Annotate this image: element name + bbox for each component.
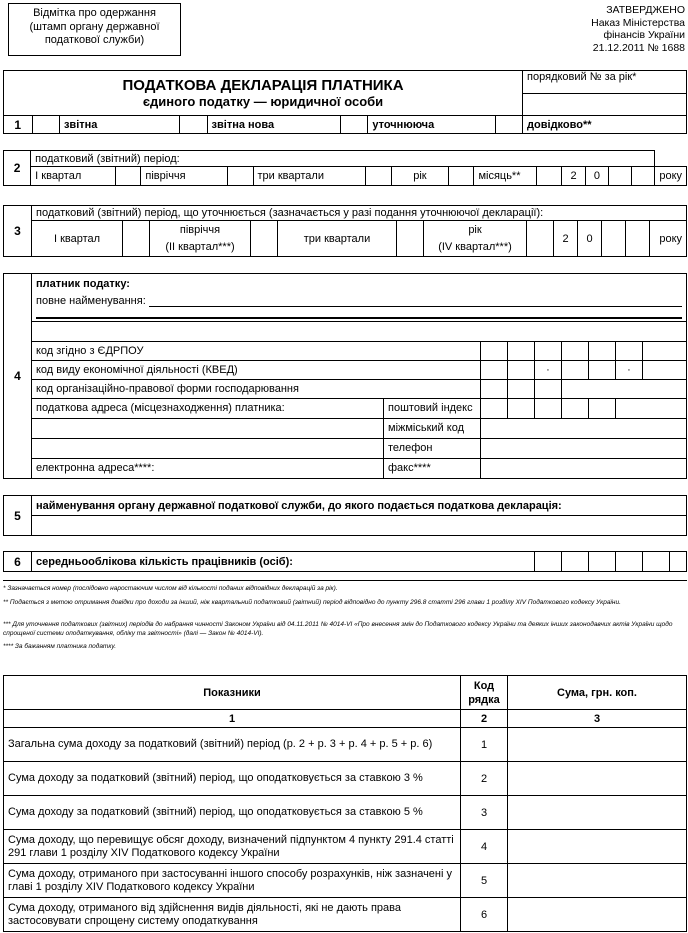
employees-digit[interactable] — [562, 552, 589, 572]
year-digit: 2 — [554, 221, 578, 257]
intercity-label: міжміський код — [388, 422, 464, 434]
approval-block — [591, 4, 685, 54]
full-name-continuation[interactable] — [32, 308, 687, 322]
sum-input[interactable] — [508, 864, 687, 898]
full-name-input[interactable] — [149, 296, 682, 307]
checkbox-reporting-new[interactable] — [180, 116, 207, 134]
kved-digit[interactable] — [562, 361, 589, 380]
indicator-label: Сума доходу, що перевищує обсяг доходу, визначений підпунктом 4 пункту 291.4 статті 291 глави 1 розділу ХІV Податкового кодексу України — [4, 830, 461, 864]
row-number: 3 — [4, 206, 32, 257]
phone-label: телефон — [388, 442, 433, 454]
postal-digit[interactable] — [535, 399, 562, 419]
fax-input[interactable] — [481, 459, 687, 479]
address-row — [32, 399, 481, 419]
postal-digit[interactable] — [562, 399, 589, 419]
edrpou-digit[interactable] — [643, 342, 687, 361]
title-cell — [4, 71, 523, 116]
period-three-q: три квартали — [278, 221, 397, 257]
address-input[interactable] — [32, 419, 384, 438]
employees-label: середньооблікова кількість працівників (осіб): — [32, 552, 535, 572]
sum-input[interactable] — [508, 830, 687, 864]
indicator-label: Сума доходу за податковий (звітний) період, що оподатковується за ставкою 5 % — [4, 796, 461, 830]
postal-digit[interactable] — [481, 399, 508, 419]
row-code: 1 — [461, 728, 508, 762]
edrpou-digit[interactable] — [589, 342, 616, 361]
year-digit-field[interactable] — [626, 221, 650, 257]
fax-label: факс**** — [388, 462, 431, 474]
edrpou-digit[interactable] — [616, 342, 643, 361]
indicators-table — [3, 675, 687, 932]
period-q1: І квартал — [31, 167, 115, 186]
employees-digit[interactable] — [589, 552, 616, 572]
employees-digit[interactable] — [535, 552, 562, 572]
intercity-input[interactable] — [481, 419, 687, 439]
approval-title: ЗАТВЕРДЖЕНО — [606, 4, 685, 16]
column-number: 1 — [4, 710, 461, 728]
period-year-note: (ІV квартал***) — [424, 239, 527, 257]
kved-label: код виду економічної діяльності (КВЕД) — [32, 361, 481, 380]
column-number: 3 — [508, 710, 687, 728]
sum-input[interactable] — [508, 762, 687, 796]
row-number: 5 — [4, 496, 32, 536]
year-digit: 0 — [578, 221, 602, 257]
checkbox-q1[interactable] — [115, 167, 141, 186]
checkbox-year[interactable] — [448, 167, 474, 186]
year-digit: 2 — [562, 167, 585, 186]
row-code: 4 — [461, 830, 508, 864]
checkbox-month[interactable] — [536, 167, 562, 186]
approval-line: 21.12.2011 № 1688 — [592, 41, 685, 54]
header-sum: Сума, грн. коп. — [508, 676, 687, 710]
checkbox-three-q[interactable] — [366, 167, 392, 186]
year-digit-field[interactable] — [602, 221, 626, 257]
period-half: півріччя — [141, 167, 227, 186]
address-label: податкова адреса (місцезнаходження) платника: — [32, 399, 384, 418]
period-year: рік — [424, 221, 527, 239]
year-suffix: року — [655, 167, 687, 186]
footnote: * Зазначається номер (послідовно наростаючим числом від кількості поданих відповідних декларацій за рік). — [3, 585, 338, 592]
period-half-note: (ІІ квартал***) — [150, 239, 251, 257]
header-code: Код рядка — [461, 676, 508, 710]
indicator-label: Загальна сума доходу за податковий (звітний) період (р. 2 + р. 3 + р. 4 + р. 5 + р. 6) — [4, 728, 461, 762]
approval-line: Наказ Міністерства — [591, 16, 685, 29]
address-input[interactable] — [32, 439, 384, 458]
indicator-label: Сума доходу, отриманого від здійснення видів діяльності, які не дають права застосовувати спрощену систему оподаткування — [4, 898, 461, 932]
spacer — [616, 399, 687, 419]
spacer — [562, 380, 687, 399]
edrpou-digit[interactable] — [481, 342, 508, 361]
full-name-row — [32, 294, 687, 308]
employees-digit[interactable] — [670, 552, 687, 572]
checkbox-reference[interactable] — [495, 116, 522, 134]
stamp-line: Відмітка про одержання — [33, 7, 156, 19]
edrpou-label: код згідно з ЄДРПОУ — [32, 342, 481, 361]
year-digit: 0 — [585, 167, 608, 186]
kopfg-label: код організаційно-правової форми господарювання — [32, 380, 481, 399]
checkbox-reporting[interactable] — [32, 116, 59, 134]
checkbox-q1[interactable] — [123, 221, 150, 257]
indicator-label: Сума доходу за податковий (звітний) період, що оподатковується за ставкою 3 % — [4, 762, 461, 796]
approval-line: фінансів України — [603, 29, 685, 41]
footnote: *** Для уточнення податкових (звітних) періодів до набрання чинності Законом України від 04.11.2011 № 4014-VI «Про внесення змін до Податкового кодексу України та деяких інших законодавчих актів України щодо спрощеної системи оподаткування, обліку та звітності» (далі — Закон № 4014-VI). — [3, 621, 673, 637]
payer-title: платник податку: — [32, 274, 687, 294]
footnote: ** Подається з метою отримання довідки про доходи за інший, ніж квартальний податковий (звітний) період відповідно до пункту 296.8 статті 296 глави 1 розділу XIV Податкового кодексу України. — [3, 599, 621, 606]
row-code: 5 — [461, 864, 508, 898]
kved-digit[interactable] — [643, 361, 687, 380]
checkbox-year[interactable] — [527, 221, 554, 257]
postal-digit[interactable] — [589, 399, 616, 419]
row-code: 6 — [461, 898, 508, 932]
employees-digit[interactable] — [616, 552, 643, 572]
type-reference: довідково** — [523, 116, 687, 134]
period-year: рік — [392, 167, 449, 186]
sum-input[interactable] — [508, 796, 687, 830]
phone-row — [32, 439, 481, 459]
footnote: **** За бажанням платника податку. — [3, 643, 117, 650]
kopfg-digit[interactable] — [535, 380, 562, 399]
sum-input[interactable] — [508, 898, 687, 932]
order-label: порядковий № за рік* — [523, 71, 687, 94]
stamp-line: (штамп органу державної — [29, 20, 160, 33]
row-number: 4 — [4, 274, 32, 479]
page-title: ПОДАТКОВА ДЕКЛАРАЦІЯ ПЛАТНИКА — [122, 77, 404, 94]
row-number: 1 — [4, 116, 33, 134]
row-number: 2 — [4, 151, 31, 186]
kved-digit[interactable] — [508, 361, 535, 380]
kopfg-digit[interactable] — [508, 380, 535, 399]
column-number: 2 — [461, 710, 508, 728]
kved-dot: · — [535, 361, 562, 380]
page-subtitle: єдиного податку — юридичної особи — [142, 94, 384, 109]
checkbox-clarifying[interactable] — [340, 116, 367, 134]
email-label: електронна адреса****: — [32, 459, 384, 478]
order-number-field[interactable] — [523, 94, 687, 116]
phone-input[interactable] — [481, 439, 687, 459]
tax-office-label: найменування органу державної податкової служби, до якого подається податкова декларація: — [32, 496, 687, 516]
sum-input[interactable] — [508, 728, 687, 762]
period-month: місяць** — [474, 167, 536, 186]
email-row — [32, 459, 481, 479]
checkbox-three-q[interactable] — [397, 221, 424, 257]
stamp-box — [8, 3, 181, 56]
edrpou-digit[interactable] — [535, 342, 562, 361]
section-6 — [3, 551, 687, 572]
period-label: податковий (звітний) період: — [31, 151, 655, 167]
header-indicators: Показники — [4, 676, 461, 710]
stamp-line: податкової служби) — [44, 34, 145, 46]
period-three-q: три квартали — [253, 167, 366, 186]
section-2 — [3, 150, 687, 186]
kopfg-digit[interactable] — [481, 380, 508, 399]
postal-digit[interactable] — [508, 399, 535, 419]
declaration-header — [3, 70, 687, 134]
period-half: півріччя — [150, 221, 251, 239]
postal-label: поштовий індекс — [388, 402, 473, 414]
section-4-payer — [3, 273, 687, 479]
edrpou-digit[interactable] — [508, 342, 535, 361]
type-clarifying: уточнююча — [368, 116, 495, 134]
kved-digit[interactable] — [589, 361, 616, 380]
row-code: 2 — [461, 762, 508, 796]
intercity-row — [32, 419, 481, 439]
divider — [3, 580, 687, 581]
spacer — [32, 322, 687, 342]
type-reporting-new: звітна нова — [207, 116, 340, 134]
section-3 — [3, 205, 687, 257]
full-name-label: повне найменування: — [36, 294, 146, 307]
type-reporting: звітна — [59, 116, 179, 134]
section-5 — [3, 495, 687, 536]
kved-digit[interactable] — [481, 361, 508, 380]
edrpou-digit[interactable] — [562, 342, 589, 361]
checkbox-half[interactable] — [227, 167, 253, 186]
employees-digit[interactable] — [643, 552, 670, 572]
year-digit-field[interactable] — [632, 167, 655, 186]
row-code: 3 — [461, 796, 508, 830]
year-suffix: року — [650, 221, 687, 257]
kved-dot: · — [616, 361, 643, 380]
checkbox-half[interactable] — [251, 221, 278, 257]
year-digit-field[interactable] — [609, 167, 632, 186]
tax-office-input[interactable] — [32, 516, 687, 536]
indicator-label: Сума доходу, отриманого при застосуванні іншого способу розрахунків, ніж зазначені у главі 1 розділу ХІV Податкового кодексу України — [4, 864, 461, 898]
period-q1: І квартал — [32, 221, 123, 257]
row-number: 6 — [4, 552, 32, 572]
clarified-period-label: податковий (звітний) період, що уточнюється (зазначається у разі подання уточнюючої декларації): — [32, 206, 687, 221]
